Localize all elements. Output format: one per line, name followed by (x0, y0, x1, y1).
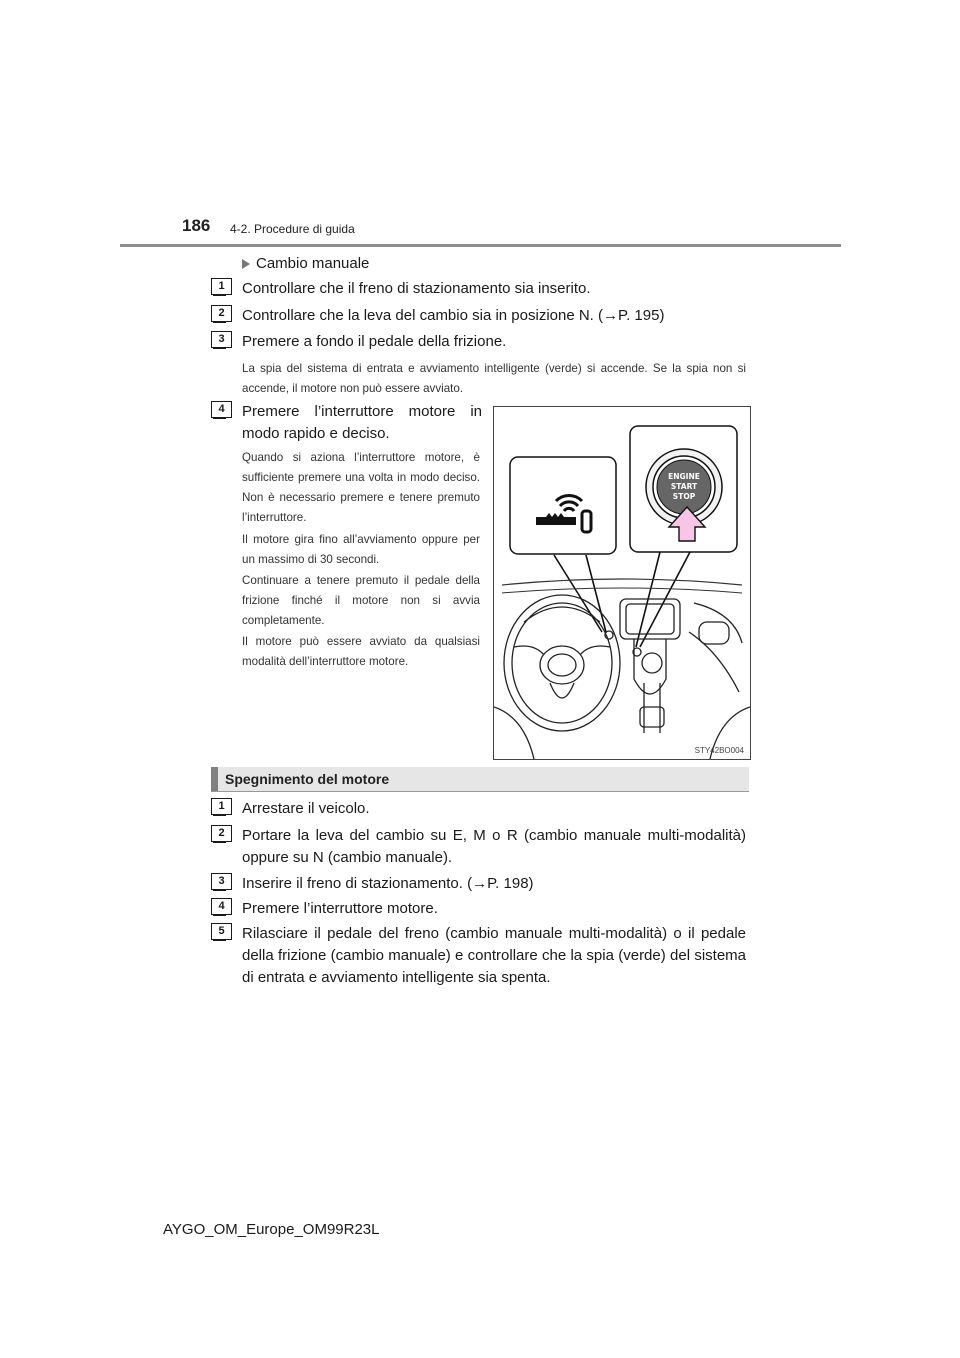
step-4-note-2: Il motore gira fino all’avviamento oppure per un massimo di 30 secondi. (242, 533, 480, 566)
page-number: 186 (182, 216, 211, 235)
start-step-2-text: Controllare che la leva del cambio sia in posizione N. (→P. 195) (242, 307, 665, 324)
start-step-4-text (242, 401, 482, 445)
stop-step-2-text: Portare la leva del cambio su E, M o R (cambio manuale multi-modalità) oppure su N (cambio manuale). (242, 827, 746, 866)
stop-step-5-text: Rilasciare il pedale del freno (cambio manuale multi-modalità) o il pedale della frizione (cambio manuale) e controllare che la spia (verde) del sistema di entrata e avviamento intelligente sia spenta. (242, 925, 746, 986)
stop-step-number-5: 5 (211, 923, 232, 940)
triangle-arrow-icon (242, 259, 250, 269)
step-4-note-1: Quando si aziona l’interruttore motore, è sufficiente premere una volta in modo deciso. Non è necessario premere e tenere premuto l’interruttore. (242, 451, 480, 524)
callout-line-indicator-right (586, 555, 606, 632)
engine-switch-figure (493, 406, 751, 760)
dashboard-illustration (494, 407, 750, 759)
stop-step-3-text: Inserire il freno di stazionamento. (→P. 198) (242, 875, 534, 892)
step-number-3: 3 (211, 331, 232, 348)
subsection-title: Spegnimento del motore (225, 771, 390, 787)
header-rule (120, 244, 841, 247)
stop-step-number-3: 3 (211, 873, 232, 890)
step-4-note-3: Continuare a tenere premuto il pedale della frizione finché il motore non si avvia completamente. (242, 574, 480, 627)
lead-text: Cambio manuale (256, 255, 370, 272)
stop-step-number-2: 2 (211, 825, 232, 842)
lead-heading (242, 255, 369, 272)
start-step-4-line-1: Premere l’interruttore motore in (242, 403, 482, 420)
stop-step-4-text: Premere l’interruttore motore. (242, 900, 438, 917)
start-step-4-line-2: modo rapido e deciso. (242, 425, 390, 442)
document-id: AYGO_OM_Europe_OM99R23L (163, 1221, 380, 1238)
indicator-callout-box (510, 457, 616, 554)
subsection-marker (211, 767, 218, 791)
button-label-line-2: START (670, 482, 698, 491)
step-number-2: 2 (211, 305, 232, 322)
step-number-4: 4 (211, 401, 232, 418)
center-console (494, 599, 750, 759)
step-4-note-4: Il motore può essere avviato da qualsiasi modalità dell’interruttore motore. (242, 635, 480, 668)
stop-step-1-text: Arrestare il veicolo. (242, 800, 370, 817)
step-3-note: La spia del sistema di entrata e avviamento intelligente (verde) si accende. Se la spia non si accende, il motore non può essere avviato. (242, 362, 746, 395)
section-header: 4-2. Procedure di guida (230, 222, 355, 236)
step-number-1: 1 (211, 278, 232, 295)
figure-code: STY42BO004 (694, 746, 744, 755)
callout-line-indicator-left (554, 555, 602, 632)
steering-wheel (504, 595, 620, 731)
button-label-line-3: STOP (672, 492, 696, 501)
start-step-1-text: Controllare che il freno di stazionamento sia inserito. (242, 280, 591, 297)
button-label-line-1: ENGINE (668, 472, 700, 481)
stop-step-number-4: 4 (211, 898, 232, 915)
start-step-3-text: Premere a fondo il pedale della frizione. (242, 333, 507, 350)
subsection-heading-bar (211, 767, 749, 792)
stop-step-number-1: 1 (211, 798, 232, 815)
